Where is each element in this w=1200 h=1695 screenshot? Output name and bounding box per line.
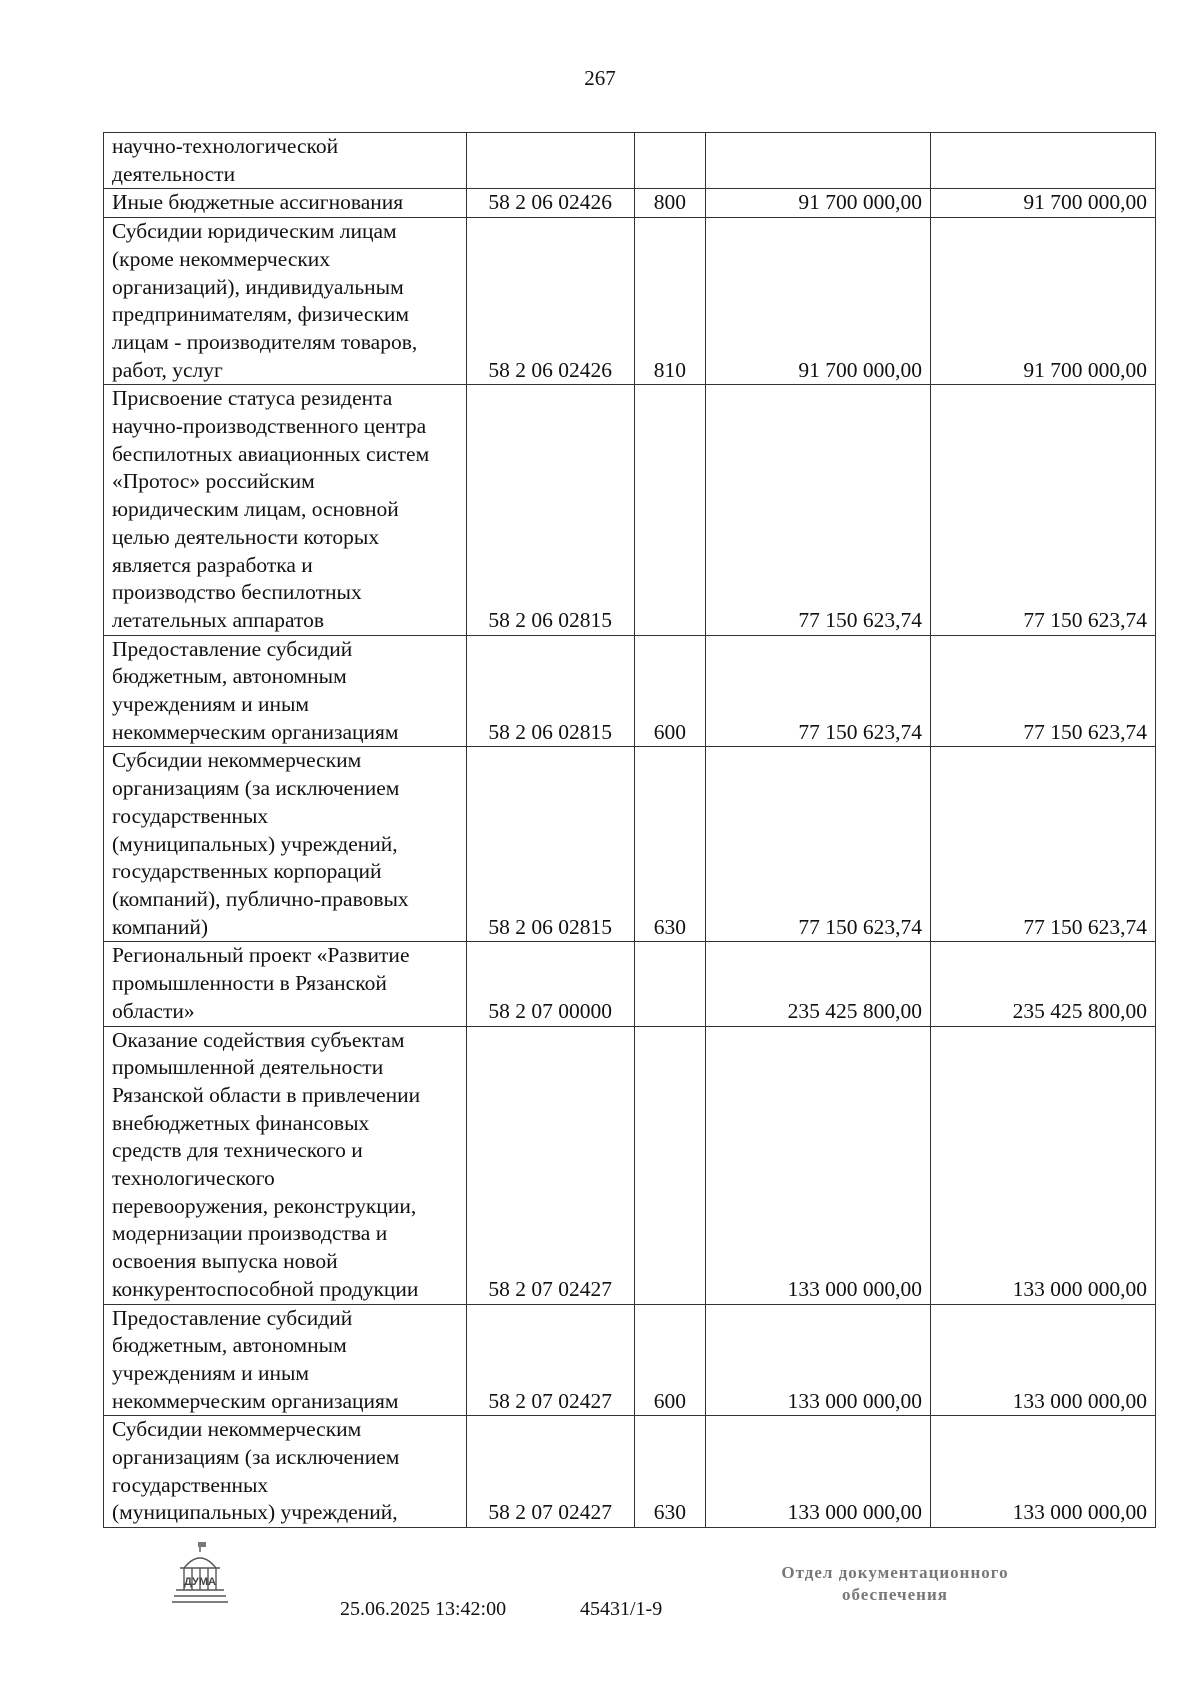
table-row — [104, 1416, 1156, 1528]
row-sum-2026-cell — [931, 1304, 1156, 1416]
footer-doc-number: 45431/1-9 — [580, 1598, 663, 1620]
row-code-cell — [466, 385, 634, 635]
table-row — [104, 635, 1156, 747]
row-code-cell-text: 58 2 06 02815 — [488, 914, 612, 939]
row-code-cell — [466, 747, 634, 942]
row-sum-2026-cell-text: 77 150 623,74 — [1023, 607, 1147, 632]
row-sum-2026-cell — [931, 218, 1156, 385]
row-name-cell-text: Субсидии юридическим лицам (кроме некоммерческих организаций), индивидуальным предпринимателям, физическим лицам - производителям товаров, работ, услуг — [112, 219, 418, 382]
row-name-cell-text: научно-технологической деятельности — [112, 134, 339, 186]
duma-building-icon — [170, 1538, 230, 1608]
row-sum-2025-cell-text: 235 425 800,00 — [787, 998, 923, 1023]
row-sum-2026-cell-text: 91 700 000,00 — [1023, 190, 1147, 215]
table-row — [104, 942, 1156, 1026]
row-sum-2025-cell — [706, 385, 931, 635]
row-expense-type-cell-text: 800 — [653, 190, 687, 215]
row-sum-2026-cell-text: 91 700 000,00 — [1023, 357, 1147, 382]
row-expense-type-cell — [634, 133, 706, 189]
row-sum-2026-cell — [931, 1026, 1156, 1304]
row-sum-2025-cell-text: 91 700 000,00 — [798, 357, 923, 382]
row-code-cell-text: 58 2 07 00000 — [488, 998, 612, 1023]
row-sum-2025-cell — [706, 1416, 931, 1528]
row-name-cell-text: Субсидии некоммерческим организациям (за исключением государственных (муниципальных) учреждений, государственных корпораций (компаний), публично-правовых компаний) — [112, 748, 409, 939]
row-sum-2025-cell — [706, 635, 931, 747]
row-sum-2025-cell — [706, 218, 931, 385]
table-row — [104, 189, 1156, 218]
row-name-cell-text: Предоставление субсидий бюджетным, автономным учреждениям и иным некоммерческим организациям — [112, 1305, 399, 1413]
row-name-cell — [104, 189, 467, 218]
row-code-cell — [466, 218, 634, 385]
row-sum-2026-cell — [931, 385, 1156, 635]
row-sum-2026-cell-text: 133 000 000,00 — [1012, 1388, 1147, 1413]
row-expense-type-cell — [634, 189, 706, 218]
row-code-cell-text: 58 2 07 02427 — [488, 1500, 612, 1525]
row-code-cell-text: 58 2 06 02426 — [488, 357, 612, 382]
row-code-cell — [466, 1026, 634, 1304]
row-name-cell — [104, 218, 467, 385]
row-sum-2025-cell-text: 77 150 623,74 — [798, 719, 923, 744]
row-sum-2025-cell — [706, 942, 931, 1026]
stamp-line-1: Отдел документационного — [781, 1563, 1009, 1582]
row-expense-type-cell-text: 600 — [653, 719, 687, 744]
row-code-cell — [466, 942, 634, 1026]
row-sum-2026-cell-text: 77 150 623,74 — [1023, 719, 1147, 744]
row-code-cell — [466, 1416, 634, 1528]
department-stamp — [730, 1562, 1060, 1606]
budget-table — [103, 132, 1156, 1528]
row-name-cell-text: Региональный проект «Развитие промышленности в Рязанской области» — [112, 943, 410, 1023]
table-row — [104, 133, 1156, 189]
row-sum-2026-cell — [931, 133, 1156, 189]
row-expense-type-cell-text: 600 — [653, 1388, 687, 1413]
row-name-cell-text: Субсидии некоммерческим организациям (за исключением государственных (муниципальных) учреждений, — [112, 1417, 400, 1525]
row-expense-type-cell-text: 630 — [653, 1500, 687, 1525]
row-expense-type-cell — [634, 635, 706, 747]
row-sum-2025-cell — [706, 747, 931, 942]
row-name-cell — [104, 747, 467, 942]
row-expense-type-cell — [634, 1026, 706, 1304]
duma-logo-text: ДУМА — [184, 1576, 216, 1588]
row-expense-type-cell — [634, 942, 706, 1026]
footer-datetime: 25.06.2025 13:42:00 — [340, 1598, 507, 1620]
row-name-cell-text: Оказание содействия субъектам промышленной деятельности Рязанской области в привлечении внебюджетных финансовых средств для технического и технологического перевооружения, реконструкции, модернизации производства и освоения выпуска новой конкурентоспособной продукции — [112, 1027, 421, 1301]
row-expense-type-cell-text: 630 — [653, 914, 687, 939]
row-expense-type-cell — [634, 1304, 706, 1416]
table-row — [104, 385, 1156, 635]
row-expense-type-cell — [634, 385, 706, 635]
row-sum-2025-cell-text: 77 150 623,74 — [798, 914, 923, 939]
row-name-cell-text: Иные бюджетные ассигнования — [112, 190, 404, 215]
row-code-cell-text: 58 2 07 02427 — [488, 1388, 612, 1413]
row-code-cell — [466, 635, 634, 747]
row-name-cell — [104, 385, 467, 635]
row-name-cell — [104, 1416, 467, 1528]
row-expense-type-cell-text: 810 — [653, 357, 687, 382]
row-sum-2025-cell — [706, 1304, 931, 1416]
row-code-cell — [466, 189, 634, 218]
table-row — [104, 1304, 1156, 1416]
row-name-cell — [104, 635, 467, 747]
row-sum-2025-cell — [706, 1026, 931, 1304]
row-name-cell — [104, 1026, 467, 1304]
row-name-cell — [104, 942, 467, 1026]
row-name-cell-text: Присвоение статуса резидента научно-производственного центра беспилотных авиационных систем «Протос» российским юридическим лицам, основной целью деятельности которых является разработка и производство беспилотных летательных аппаратов — [112, 386, 430, 632]
row-sum-2026-cell-text: 235 425 800,00 — [1012, 998, 1147, 1023]
row-sum-2025-cell — [706, 189, 931, 218]
row-name-cell-text: Предоставление субсидий бюджетным, автономным учреждениям и иным некоммерческим организациям — [112, 636, 399, 744]
row-sum-2026-cell — [931, 942, 1156, 1026]
row-code-cell-text: 58 2 07 02427 — [488, 1276, 612, 1301]
row-sum-2026-cell — [931, 189, 1156, 218]
row-sum-2026-cell-text: 133 000 000,00 — [1012, 1500, 1147, 1525]
row-code-cell — [466, 133, 634, 189]
row-expense-type-cell — [634, 218, 706, 385]
table-row — [104, 1026, 1156, 1304]
row-name-cell — [104, 133, 467, 189]
row-code-cell-text: 58 2 06 02815 — [488, 719, 612, 744]
row-name-cell — [104, 1304, 467, 1416]
row-sum-2025-cell-text: 77 150 623,74 — [798, 607, 923, 632]
table-row — [104, 218, 1156, 385]
row-sum-2025-cell — [706, 133, 931, 189]
table-row — [104, 747, 1156, 942]
stamp-line-2: обеспечения — [842, 1585, 948, 1604]
row-code-cell-text: 58 2 06 02815 — [488, 607, 612, 632]
row-expense-type-cell — [634, 1416, 706, 1528]
row-sum-2026-cell-text: 77 150 623,74 — [1023, 914, 1147, 939]
row-sum-2025-cell-text: 133 000 000,00 — [787, 1500, 923, 1525]
row-sum-2025-cell-text: 133 000 000,00 — [787, 1276, 923, 1301]
row-sum-2026-cell — [931, 747, 1156, 942]
row-sum-2025-cell-text: 91 700 000,00 — [798, 190, 923, 215]
row-code-cell — [466, 1304, 634, 1416]
row-sum-2025-cell-text: 133 000 000,00 — [787, 1388, 923, 1413]
budget-table-body — [104, 133, 1156, 1528]
page-number: 267 — [584, 66, 616, 90]
row-code-cell-text: 58 2 06 02426 — [488, 190, 612, 215]
row-expense-type-cell — [634, 747, 706, 942]
row-sum-2026-cell — [931, 1416, 1156, 1528]
row-sum-2026-cell — [931, 635, 1156, 747]
row-sum-2026-cell-text: 133 000 000,00 — [1012, 1276, 1147, 1301]
